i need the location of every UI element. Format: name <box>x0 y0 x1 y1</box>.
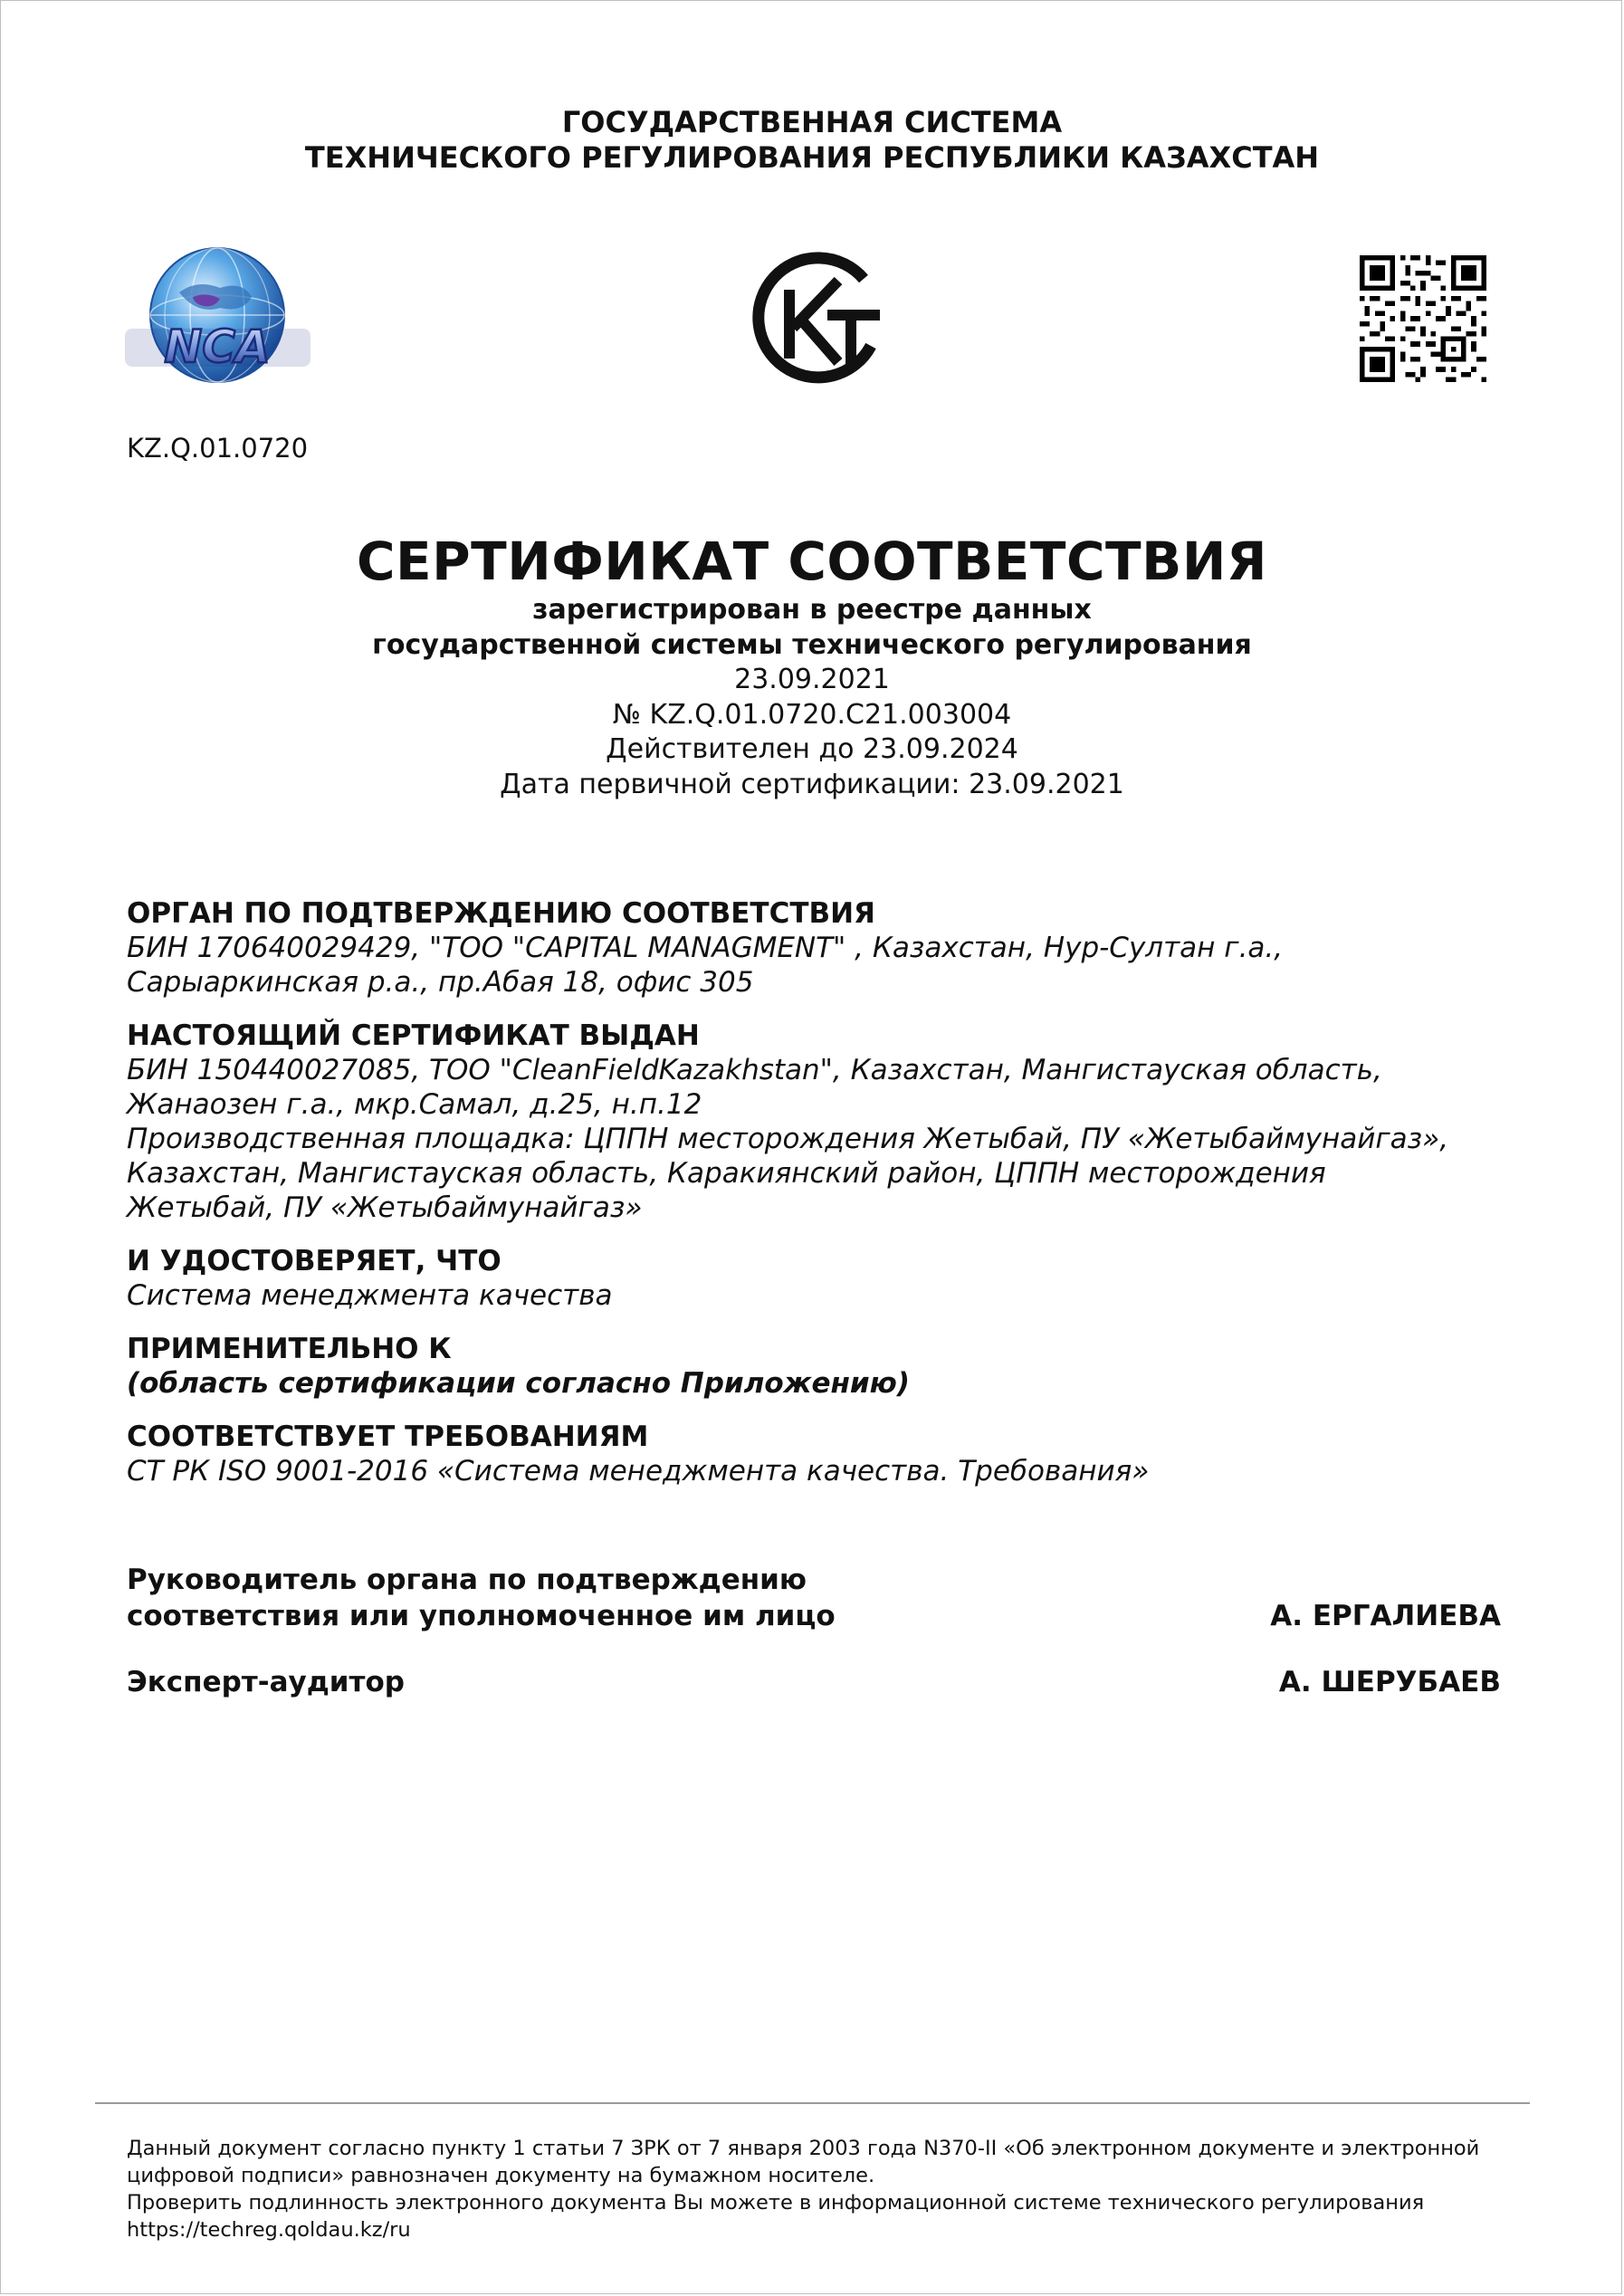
footer-line: Данный документ согласно пункту 1 статьи 7 ЗРК от 7 января 2003 года N370-II «Об электронном документе и электронной <box>127 2137 1480 2160</box>
nca-globe-logo <box>125 243 310 397</box>
certificate-body <box>127 896 1503 1507</box>
signature-auditor <box>127 1664 1501 1700</box>
section-text-line: Казахстан, Мангистауская область, Каракиянский район, ЦППН месторождения <box>127 1157 1326 1190</box>
section-applicable-to <box>127 1332 1503 1401</box>
section-text-line: Система менеджмента качества <box>127 1279 613 1312</box>
section-certification-body <box>127 896 1503 1000</box>
certificate-meta <box>0 593 1624 802</box>
signature-head-role-line1: Руководитель органа по подтверждению <box>127 1564 807 1596</box>
registration-date: 23.09.2021 <box>734 664 890 695</box>
verification-link[interactable]: https://techreg.qoldau.kz/ru <box>127 2218 411 2242</box>
footer-line: цифровой подписи» равнозначен документу на бумажном носителе. <box>127 2164 875 2187</box>
signature-auditor-name: А. ШЕРУБАЕВ <box>1278 1666 1501 1698</box>
section-requirements <box>127 1420 1503 1488</box>
section-issued-to <box>127 1019 1503 1225</box>
issuer-header <box>0 105 1624 176</box>
section-text-line: БИН 150440027085, ТОО "CleanFieldKazakhstan", Казахстан, Мангистауская область, <box>127 1054 1382 1086</box>
registry-subtitle-line2: государственной системы технического регулирования <box>372 628 1252 661</box>
section-text-line: Жетыбай, ПУ «Жетыбаймунайгаз» <box>127 1191 643 1224</box>
kz-conformity-mark-icon <box>744 244 887 394</box>
signature-auditor-role: Эксперт-аудитор <box>127 1666 405 1698</box>
signature-head-role-line2: соответствия или уполномоченное им лицо <box>127 1600 836 1632</box>
footer-divider <box>95 2102 1530 2104</box>
accreditation-code: KZ.Q.01.0720 <box>127 433 309 464</box>
section-heading: НАСТОЯЩИЙ СЕРТИФИКАТ ВЫДАН <box>127 1019 700 1052</box>
section-text-line: Производственная площадка: ЦППН месторождения Жетыбай, ПУ «Жетыбаймунайгаз», <box>127 1123 1449 1155</box>
registry-subtitle-line1: зарегистрирован в реестре данных <box>532 594 1092 626</box>
section-text-line: (область сертификации согласно Приложению) <box>127 1367 910 1400</box>
section-heading: И УДОСТОВЕРЯЕТ, ЧТО <box>127 1245 502 1277</box>
section-text-line: Сарыаркинская р.а., пр.Абая 18, офис 305 <box>127 966 754 999</box>
valid-until: Действителен до 23.09.2024 <box>606 733 1018 765</box>
issuer-header-line2: ТЕХНИЧЕСКОГО РЕГУЛИРОВАНИЯ РЕСПУБЛИКИ КАЗАХСТАН <box>304 140 1320 175</box>
section-text-line: СТ РК ISO 9001-2016 «Система менеджмента качества. Требования» <box>127 1455 1150 1488</box>
section-heading: ОРГАН ПО ПОДТВЕРЖДЕНИЮ СООТВЕТСТВИЯ <box>127 897 875 930</box>
section-heading: СООТВЕТСТВУЕТ ТРЕБОВАНИЯМ <box>127 1421 649 1453</box>
footer-line: Проверить подлинность электронного документа Вы можете в информационной системе технического регулирования <box>127 2191 1425 2215</box>
certificate-number: № KZ.Q.01.0720.C21.003004 <box>612 698 1012 731</box>
section-heading: ПРИМЕНИТЕЛЬНО К <box>127 1333 452 1365</box>
qr-code <box>1360 255 1486 382</box>
certificate-title: СЕРТИФИКАТ СООТВЕТСТВИЯ <box>356 531 1268 592</box>
qr-code-graphic <box>1360 255 1486 382</box>
section-text-line: БИН 170640029429, "ТОО "CAPITAL MANAGMENT" , Казахстан, Нур-Султан г.а., <box>127 932 1284 964</box>
signature-head <box>127 1562 1501 1634</box>
legal-footer <box>127 2135 1503 2243</box>
signature-head-name: А. ЕРГАЛИЕВА <box>1270 1600 1501 1632</box>
first-certification-date: Дата первичной сертификации: 23.09.2021 <box>500 768 1124 800</box>
section-certifies <box>127 1244 1503 1313</box>
issuer-header-line1: ГОСУДАРСТВЕННАЯ СИСТЕМА <box>561 105 1063 139</box>
section-text-line: Жанаозен г.а., мкр.Самал, д.25, н.п.12 <box>127 1088 702 1121</box>
svg-text:NCA: NCA <box>164 320 271 373</box>
